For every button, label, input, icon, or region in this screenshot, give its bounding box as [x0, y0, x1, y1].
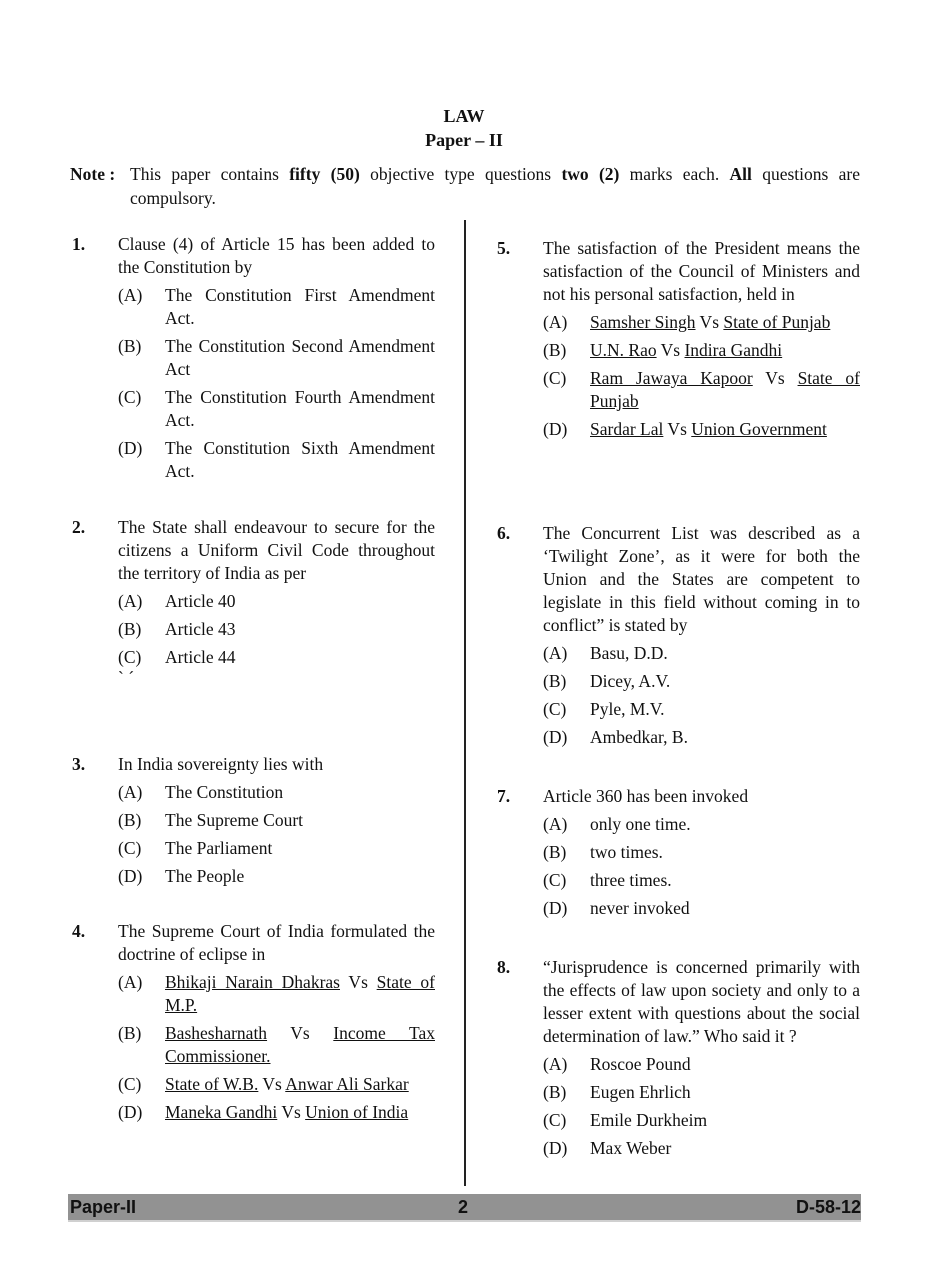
- option-label: (D): [118, 1102, 143, 1122]
- case-party: Sardar Lal: [590, 419, 664, 439]
- option-text: [590, 1137, 860, 1160]
- option-text: [165, 971, 435, 1017]
- column-divider: [464, 220, 466, 1186]
- option-a: [118, 781, 435, 804]
- option-label: (C): [118, 647, 142, 667]
- option-b: [118, 1022, 435, 1068]
- option-text: [165, 284, 435, 330]
- option-d: [543, 726, 860, 749]
- option-label: (B): [543, 842, 567, 862]
- option-text: [165, 865, 435, 888]
- text-part: Vs: [695, 312, 724, 332]
- note-text-part: marks each.: [619, 164, 730, 184]
- option-text: [590, 1081, 860, 1104]
- option-c: [118, 1073, 435, 1096]
- option-b: [543, 339, 860, 362]
- option-d: [543, 897, 860, 920]
- question-stem: Clause (4) of Article 15 has been added to the Constitution by: [118, 234, 435, 277]
- note-text-part: questions are compulsory.: [130, 164, 860, 208]
- footer-code: D-58-12: [795, 1197, 861, 1217]
- option-label: (D): [118, 866, 143, 886]
- option-label: (B): [543, 1082, 567, 1102]
- option-label: (A): [118, 285, 143, 305]
- option-a: [543, 642, 860, 665]
- text-part: Vs: [267, 1023, 334, 1043]
- option-text: [590, 897, 860, 920]
- case-party: Income Tax Commissioner.: [165, 1023, 435, 1066]
- option-text: [590, 841, 860, 864]
- paper-title: Paper – II: [425, 130, 503, 150]
- option-text: [165, 437, 435, 483]
- question-stem: The Supreme Court of India formulated the doctrine of eclipse in: [118, 921, 435, 964]
- option-text: [165, 646, 435, 669]
- case-party: State of Punjab: [723, 312, 831, 332]
- option-text: [165, 1073, 435, 1096]
- question-7: [497, 785, 860, 920]
- option-label: (A): [543, 814, 568, 834]
- note-emphasis: fifty (50): [289, 164, 360, 184]
- note: [70, 162, 860, 210]
- text-part: Pyle, M.V.: [590, 699, 665, 719]
- question-stem: Article 360 has been invoked: [543, 786, 749, 806]
- option-text: [590, 367, 860, 413]
- case-party: Indira Gandhi: [684, 340, 783, 360]
- option-text: [590, 1053, 860, 1076]
- question-stem: The satisfaction of the President means the satisfaction of the Council of Ministers and not his personal satisfaction, held in: [543, 238, 860, 304]
- option-c: [543, 367, 860, 413]
- case-party: Union of India: [305, 1102, 409, 1122]
- text-part: The Constitution Sixth Amendment Act.: [165, 438, 435, 481]
- option-b: [118, 618, 435, 641]
- option-text: [590, 1109, 860, 1132]
- option-text: [590, 869, 860, 892]
- question-number: 2.: [72, 517, 86, 537]
- option-a: [543, 311, 860, 334]
- text-part: Dicey, A.V.: [590, 671, 671, 691]
- question-6: [497, 522, 860, 749]
- option-text: [165, 386, 435, 432]
- case-party: State of W.B.: [165, 1074, 259, 1094]
- option-label: (C): [118, 387, 142, 407]
- option-c: [543, 869, 860, 892]
- option-label: (B): [118, 1023, 142, 1043]
- question-number: 8.: [497, 957, 511, 977]
- option-text: [590, 698, 860, 721]
- question-number: 1.: [72, 234, 86, 254]
- text-part: The Supreme Court: [165, 810, 304, 830]
- option-label: (C): [543, 870, 567, 890]
- question-stem: The Concurrent List was described as a ‘Twilight Zone’, as it were for both the Union and the States are competent to legislate in this field without coming in to conflict” is stated by: [543, 523, 860, 635]
- question-stem: In India sovereignty lies with: [118, 754, 324, 774]
- text-part: The Constitution Second Amendment Act: [165, 336, 435, 379]
- option-text: [590, 339, 860, 362]
- option-c: [543, 1109, 860, 1132]
- note-text: [130, 162, 860, 210]
- text-part: The Parliament: [165, 838, 273, 858]
- option-label: (D): [543, 1138, 568, 1158]
- option-text: [165, 618, 435, 641]
- option-b: [543, 841, 860, 864]
- option-label: (A): [543, 312, 568, 332]
- question-1: [72, 233, 435, 483]
- option-d: [543, 418, 860, 441]
- option-text: [165, 590, 435, 613]
- case-party: Maneka Gandhi: [165, 1102, 278, 1122]
- option-c: [118, 386, 435, 432]
- option-label: (C): [543, 699, 567, 719]
- text-part: Emile Durkheim: [590, 1110, 708, 1130]
- question-number: 5.: [497, 238, 511, 258]
- option-d: [543, 1137, 860, 1160]
- option-label: (B): [118, 619, 142, 639]
- option-text: [590, 642, 860, 665]
- footer-bar: [68, 1194, 861, 1220]
- option-label: (C): [543, 368, 567, 388]
- option-d: [118, 1101, 435, 1124]
- option-text: [165, 809, 435, 832]
- subject-title: LAW: [443, 106, 485, 126]
- text-part: The People: [165, 866, 245, 886]
- case-party: Samsher Singh: [590, 312, 696, 332]
- option-b: [118, 809, 435, 832]
- note-emphasis: two (2): [561, 164, 620, 184]
- case-party: State of Punjab: [590, 368, 860, 411]
- case-party: Anwar Ali Sarkar: [285, 1074, 409, 1094]
- question-3: [72, 753, 435, 888]
- text-part: Vs: [258, 1074, 286, 1094]
- text-part: Vs: [277, 1102, 306, 1122]
- option-a: [543, 1053, 860, 1076]
- option-label: (D): [118, 438, 143, 458]
- text-part: two times.: [590, 842, 663, 862]
- question-stem: “Jurisprudence is concerned primarily with the effects of law upon society and only to a lesser extent with questions about the social determination of law.” Who said it ?: [543, 957, 860, 1046]
- option-label: (C): [118, 838, 142, 858]
- text-part: Article 40: [165, 591, 236, 611]
- option-label: (B): [118, 336, 142, 356]
- option-c: [118, 837, 435, 860]
- text-part: Vs: [752, 368, 798, 388]
- option-label-clipped: ` ´: [118, 668, 135, 688]
- option-text: [165, 335, 435, 381]
- option-c: [118, 646, 435, 669]
- option-label: (C): [118, 1074, 142, 1094]
- text-part: Vs: [339, 972, 377, 992]
- question-2: [72, 516, 435, 693]
- text-part: Max Weber: [590, 1138, 672, 1158]
- question-number: 6.: [497, 523, 511, 543]
- note-text-part: This paper contains: [130, 164, 290, 184]
- option-label: (D): [543, 727, 568, 747]
- option-label: (A): [118, 782, 143, 802]
- option-a: [118, 284, 435, 330]
- option-label: (D): [543, 898, 568, 918]
- question-number: 7.: [497, 786, 511, 806]
- text-part: Basu, D.D.: [590, 643, 668, 663]
- option-a: [118, 971, 435, 1017]
- option-label: (A): [118, 972, 143, 992]
- option-label: (C): [543, 1110, 567, 1130]
- option-text: [590, 418, 860, 441]
- case-party: U.N. Rao: [590, 340, 657, 360]
- option-text: [590, 726, 860, 749]
- case-party: Bhikaji Narain Dhakras: [165, 972, 340, 992]
- footer-paper: Paper-II: [70, 1197, 137, 1217]
- text-part: Vs: [663, 419, 692, 439]
- option-text: [590, 311, 860, 334]
- option-text: [165, 781, 435, 804]
- text-part: Vs: [656, 340, 685, 360]
- option-label: (B): [118, 810, 142, 830]
- option-label: (B): [543, 671, 567, 691]
- question-8: [497, 956, 860, 1160]
- option-label: (A): [118, 591, 143, 611]
- text-part: three times.: [590, 870, 672, 890]
- option-text: [590, 813, 860, 836]
- text-part: Article 43: [165, 619, 236, 639]
- option-d-clipped: [118, 668, 435, 693]
- option-b: [543, 1081, 860, 1104]
- option-a: [118, 590, 435, 613]
- text-part: Article 44: [165, 647, 236, 667]
- text-part: Roscoe Pound: [590, 1054, 691, 1074]
- footer-rule: [68, 1220, 861, 1222]
- note-emphasis: All: [729, 164, 752, 184]
- text-part: Ambedkar, B.: [590, 727, 688, 747]
- text-part: never invoked: [590, 898, 690, 918]
- note-label: Note :: [70, 164, 116, 184]
- option-a: [543, 813, 860, 836]
- option-text: [165, 1101, 435, 1124]
- case-party: Bashesharnath: [165, 1023, 268, 1043]
- option-c: [543, 698, 860, 721]
- question-5: [497, 237, 860, 441]
- option-label: (A): [543, 1054, 568, 1074]
- text-part: only one time.: [590, 814, 691, 834]
- note-text-part: objective type questions: [359, 164, 562, 184]
- question-number: 4.: [72, 921, 86, 941]
- case-party: Ram Jawaya Kapoor: [590, 368, 753, 388]
- option-text: [165, 1022, 435, 1068]
- case-party: State of M.P.: [165, 972, 435, 1015]
- option-d: [118, 437, 435, 483]
- text-part: The Constitution First Amendment Act.: [165, 285, 435, 328]
- option-d: [118, 865, 435, 888]
- question-stem: The State shall endeavour to secure for the citizens a Uniform Civil Code throughout the territory of India as per: [118, 517, 435, 583]
- question-number: 3.: [72, 754, 86, 774]
- text-part: The Constitution Fourth Amendment Act.: [165, 387, 435, 430]
- option-text: [165, 837, 435, 860]
- text-part: Eugen Ehrlich: [590, 1082, 691, 1102]
- option-label: (A): [543, 643, 568, 663]
- option-label: (B): [543, 340, 567, 360]
- option-label: (D): [543, 419, 568, 439]
- case-party: Union Government: [691, 419, 827, 439]
- text-part: The Constitution: [165, 782, 284, 802]
- option-text: [590, 670, 860, 693]
- option-b: [118, 335, 435, 381]
- footer-page-number: 2: [458, 1197, 469, 1217]
- question-4: [72, 920, 435, 1124]
- option-b: [543, 670, 860, 693]
